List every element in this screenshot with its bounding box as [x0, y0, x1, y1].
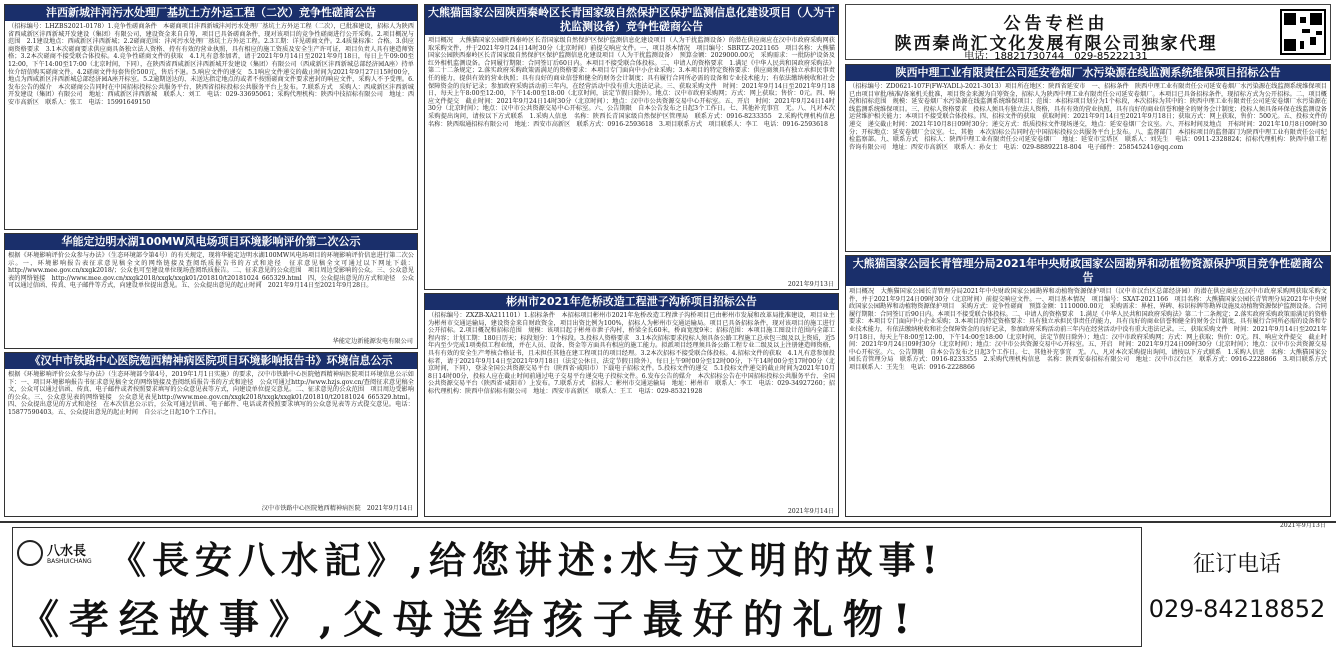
logo-subtitle: BASHUICHANG: [47, 558, 92, 565]
ad-slogan-2: 《孝经故事》,父母送给孩子最好的礼物!: [19, 596, 921, 643]
notice-date: 2021年9月14日: [787, 508, 834, 515]
notice-date: 2021年9月13日: [1279, 522, 1326, 529]
subscription-box: [1148, 527, 1326, 647]
notice-body: （招标编号：ZXZB-XA211101）1.招标条件 本招标项目彬州市2021年危桥改造工程泄子沟桥项目已由彬州市发展和改革局批准建设，项目业主为彬州市交通运输局，建设资金来自财政资金，项目出资比例为100%，招标人为彬州市交通运输局。项目已具备招标条件，现对该项目的施工进行公开招标。2.项目概况和招标范围 规模：该项目起于彬州市泄子沟村，桥梁全长60米，桥面宽度9米；招标范围：本项目施工图设计范围内全部工程内容；计划工期：180日历天；标段划分：1个标段。3.投标人资格要求 3.1本次招标要求投标人须具备公路工程施工总承包三级及以上资质，近5年内至少完成1项类似工程业绩，并在人员、设备、资金等方面具有相应的施工能力。拟派项目经理须具备公路工程专业二级及以上注册建造师资格，具有有效的安全生产考核合格证书，且未担任其他在建工程项目的项目经理。3.2本次招标不接受联合体投标。4.招标文件的获取 4.1凡有意参加投标者，请于2021年9月14日至2021年9月18日（法定公休日、法定节假日除外），每日上午9时00分至12时00分，下午14时00分至17时00分（北京时间，下同），登录全国公共资源交易平台（陕西省·咸阳市）下载电子招标文件。5.投标文件的递交 5.1投标文件递交的截止时间为2021年10月8日14时00分，投标人应在截止时间前通过电子交易平台递交电子投标文件。6.发布公告的媒介 本次招标公告在中国招标投标公共服务平台、全国公共资源交易平台（陕西省·咸阳市）上发布。7.联系方式 招标人：彬州市交通运输局 地址：彬州市 联系人：李工 电话：029-34927260；招标代理机构：陕西中信招标有限公司 地址：西安市高新区 联系人：王工 电话：029-85321928: [428, 312, 835, 395]
header-phone: 电话：18821730744 029-85222131: [964, 51, 1148, 62]
notice-body: 根据《环境影响评价公众参与办法》（生态环境部令第4号，2019年1月1日实施）的要求，汉中市铁路中心医院勉西精神病医院项目环境信息公示如下：一、项目环境影响报告书征求意见稿全文的网络链接及查阅纸质报告书的方式和途径 公众可通过http://www.hzjs.gov.cn/查阅征求意见稿全文，公众可以通过信函、传真、电子邮件或者按照要求填写的公众意见表等方式，向建设单位提交意见。二、征求意见的公众范围 项目周边受影响的公众。三、公众意见表的网络链接 公众意见表见http://www.mee.gov.cn/xxgk2018/xxgk/xxgk01/201810/t20181024_665329.html。四、公众提出意见的方式和途径 在本次信息公示后，公众可通过信函、电子邮件、电话或者按照要求填写的公众意见表等方式提交意见。电话：15877590403。五、公众提出意见的起止时间 自公示之日起10个工作日。: [8, 371, 414, 416]
column-right: [845, 64, 1334, 529]
notice-body: 根据《环境影响评价公众参与办法》（生态环境部令第4号）的有关规定，现将华能定边明水湖100MW风电场项目的环境影响评价信息进行第二次公示。一、环境影响报告表征求意见稿全文的网络链接及查阅纸质报告书的方式和途径 征求意见稿全文可通过以下网址下载：http://www.mee.gov.cn/xxgk2018/；公众也可至建设单位现场查阅纸质报告。二、征求意见的公众范围 项目周边受影响的公众。三、公众意见表的网络链接 http://www.mee.gov.cn/xxgk2018/xxgk/xxgk01/201810/t20181024_665329.html 四、公众提出意见的方式和途径 公众可以通过信函、传真、电子邮件等方式，向建设单位提出意见。五、公众提出意见的起止时间 2021年9月14日至2021年9月28日。: [8, 252, 414, 290]
logo-name: 八水長: [47, 544, 87, 559]
header-title: 公告专栏由: [1003, 14, 1109, 34]
notice-title: 沣西新城沣河污水处理厂基坑土方外运工程（二次）竞争性磋商公告: [5, 5, 417, 21]
notice-title: 彬州市2021年危桥改造工程泄子沟桥项目招标公告: [425, 294, 838, 310]
brand-logo: [17, 534, 107, 584]
notice-date: 2021年9月13日: [787, 281, 834, 288]
notice-panda-monitoring: [424, 4, 842, 290]
notice-body: 项目概况 大熊猫国家公园陕西秦岭区长青国家级自然保护区保护监测信息化建设项目（人为干扰监测设备）的潜在供应商应在汉中市政府采购网获取采购文件，并于2021年9月24日14时30分（北京时间）前提交响应文件。一、项目基本情况 项目编号：SBRTZ-2021165 项目名称：大熊猫国家公园陕西秦岭区长青国家级自然保护区保护监测信息化建设项目（人为干扰监测设备） 预算金额：2029000.00元 采购需求：一批防护设备及红外相机监测设备。合同履行期限：合同签订后60日内。本项目不接受联合体投标。二、申请人的资格要求 1.满足《中华人民共和国政府采购法》第二十二条规定；2.落实政府采购政策需满足的资格要求：本项目专门面向中小企业采购；3.本项目的特定资格要求：供应商须具有独立承担民事责任的能力，提供有效的营业执照；具有良好的商业信誉和健全的财务会计制度；具有履行合同所必需的设备和专业技术能力；有依法缴纳税收和社会保障资金的良好记录；参加政府采购活动前三年内，在经营活动中没有重大违法记录。三、获取采购文件 时间：2021年9月14日至2021年9月18日，每天上午8:00至12:00，下午14:00至18:00（北京时间，法定节假日除外）。地点：汉中市政府采购网；方式：网上获取；售价：0元。四、响应文件提交 截止时间：2021年9月24日14时30分（北京时间）；地点：汉中市公共资源交易中心开标室。五、开启 时间：2021年9月24日14时30分（北京时间）；地点：汉中市公共资源交易中心开标室。六、公告期限 自本公告发布之日起3个工作日。七、其他补充事宜 无。八、凡对本次采购提出询问，请按以下方式联系 1.采购人信息 名称：陕西长青国家级自然保护区管理局 联系方式：0916-8233355 2.采购代理机构信息 名称：陕西瑞通招标有限公司 地址：西安市高新区 联系方式：0916-2593618 3.项目联系方式 项目联系人：李工 电话：0916-2593618: [428, 37, 842, 128]
notice-body: （招标编号：LHZBS2021-0178）1.竞争性磋商条件 本磋商项目沣西新城沣河污水处理厂基坑土方外运工程（二次），已批准建设，招标人为陕西省西咸新区沣西新城开发建设（集团）有限公司，建设资金来自自筹，项目已具备磋商条件，现对该项目的竞争性磋商进行公开采购。2.项目概况与范围 2.1建设地点：西咸新区沣西新城；2.2磋商范围：沣河污水处理厂基坑土方外运工程。2.3工期：详见磋商文件。2.4质量标准：合格。3.供应商资格要求 3.1本次磋商要求供应商具备独立法人资格、持有有效的营业执照，具有相应的施工资质及安全生产许可证，项目负责人具有建造师资格；3.2本次磋商不接受联合体投标。4.竞争性磋商文件的获取 4.1凡有意参加者，请于2021年9月14日至2021年9月18日，每日上午09:00至12:00，下午14:00至17:00（北京时间，下同），在陕西省西咸新区沣西新城开发建设（集团）有限公司（西咸新区沣西新城总部经济园A座）持单位介绍信购买磋商文件。4.2磋商文件每套售价500元，售后不退。5.响应文件的递交 5.1响应文件递交的截止时间为2021年9月27日15时00分，地点为西咸新区沣西新城总部经济园A座开标室。5.2逾期送达的、未送达指定地点的或者不按照磋商文件要求密封的响应文件，采购人不予受理。6.发布公告的媒介 本次磋商公告同时在中国招标投标公共服务平台、陕西省招标投标公共服务平台上发布。7.联系方式 采购人：西咸新区沣西新城开发建设（集团）有限公司 地址：西咸新区沣西新城 联系人：刘工 电话：029-33695061；采购代理机构：陕西中技招标有限公司 地址：西安市高新区 联系人：张工 电话：15991649150: [8, 23, 414, 106]
subscription-phone: 029-84218852: [1148, 595, 1326, 623]
subscription-label: 征订电话: [1192, 552, 1281, 577]
ad-slogan-1: 《長安八水記》,给您讲述:水与文明的故事!: [109, 538, 944, 582]
notice-sewage-plant: [4, 4, 418, 230]
logo-icon: [17, 540, 43, 566]
column-middle: [424, 4, 842, 518]
notice-wind-farm: [4, 233, 418, 349]
notice-body: 项目概况 大熊猫国家公园长青管理分局2021年中央财政国家公园勘界和动植物资源保护项目（汉中市汉台区总部经济园）的潜在供应商应在汉中市政府采购网获取采购文件，并于2021年9月24日09时30分（北京时间）前提交响应文件。一、项目基本情况 项目编号：SXAT-2021166 项目名称：大熊猫国家公园长青管理分局2021年中央财政国家公园勘界和动植物资源保护项目 采购方式：竞争性磋商 预算金额：1110000.00元 采购需求：界桩、界碑、标识标牌等勘界设施及动植物资源保护监测设备。合同履行期限：合同签订后90日内。本项目不接受联合体投标。二、申请人的资格要求 1.满足《中华人民共和国政府采购法》第二十二条规定；2.落实政府采购政策需满足的资格要求：本项目专门面向中小企业采购；3.本项目的特定资格要求：具有独立承担民事责任的能力，具有良好的商业信誉和健全的财务会计制度，具有履行合同所必需的设备和专业技术能力，有依法缴纳税收和社会保障资金的良好记录，参加政府采购活动前三年内在经营活动中没有重大违法记录。三、获取采购文件 时间：2021年9月14日至2021年9月18日，每天上午8:00至12:00，下午14:00至18:00（北京时间，法定节假日除外）；地点：汉中市政府采购网；方式：网上获取；售价：0元。四、响应文件提交 截止时间：2021年9月24日09时30分（北京时间）；地点：汉中市公共资源交易中心开标室。五、开启 时间：2021年9月24日09时30分（北京时间）；地点：汉中市公共资源交易中心开标室。六、公告期限 自本公告发布之日起3个工作日。七、其他补充事宜 无。八、凡对本次采购提出询问，请按以下方式联系 1.采购人信息 名称：大熊猫国家公园长青管理分局 联系方式：0916-8233355 2.采购代理机构信息 名称：陕西安泰招标有限公司 地址：汉中市汉台区 联系方式：0916-2228866 3.项目联系方式 项目联系人：王先生 电话：0916-2228866: [849, 288, 1334, 371]
notice-bridge: [424, 293, 839, 517]
notice-title: 大熊猫国家公园长青管理分局2021年中央财政国家公园勘界和动植物资源保护项目竞争性磋商公告: [846, 256, 1330, 286]
notice-title: 大熊猫国家公园陕西秦岭区长青国家级自然保护区保护监测信息化建设项目（人为干扰监测设备）竞争性磋商公告: [425, 5, 838, 35]
notice-title: 华能定边明水湖100MW风电场项目环境影响评价第二次公示: [5, 234, 417, 250]
notice-title: 《汉中市铁路中心医院勉西精神病医院项目环境影响报告书》环境信息公示: [5, 353, 417, 369]
notice-panda-boundary: [845, 255, 1334, 529]
qr-code-icon: [1280, 9, 1326, 55]
book-advertisement: [0, 521, 1336, 649]
header-agent: 陕西秦尚汇文化发展有限公司独家代理: [894, 34, 1218, 54]
column-agent-header: [845, 4, 1331, 60]
notice-cigarette-factory: [845, 64, 1331, 252]
column-left: [4, 4, 418, 518]
notice-signature: 汉中市铁路中心医院勉西精神病医院 2021年9月14日: [261, 505, 413, 512]
notice-hospital: [4, 352, 418, 517]
notice-title: 陕西中理工业有限责任公司延安卷烟厂水污染源在线监测系统维保项目招标公告: [846, 65, 1330, 81]
notice-signature: 华能定边新能源发电有限公司: [332, 338, 413, 345]
notice-body: （招标编号：ZD0621-107F(FW-YADL)-2021-3013）项目所在地区：陕西省延安市 一、招标条件 陕西中理工业有限责任公司延安卷烟厂水污染源在线监测系统维保项目已由项目审批/核准/备案机关批准，项目资金来源为自筹资金，招标人为陕西中理工业有限责任公司延安卷烟厂。本项目已具备招标条件，现招标方式为公开招标。二、项目概况和招标范围 规模：延安卷烟厂水污染源在线监测系统维保项目；范围：本招标项目划分为1个标段，本次招标为其中的：陕西中理工业有限责任公司延安卷烟厂水污染源在线监测系统维保项目。三、投标人资格要求 投标人须具有独立法人资格，具有有效的营业执照，具有良好的商业信誉和健全的财务会计制度；投标人须具备环保在线监测设备运营维护相关能力；本项目不接受联合体投标。四、招标文件的获取 获取时间：2021年9月14日至2021年9月18日；获取方式：网上获取，售价：500元。五、投标文件的递交 递交截止时间：2021年10月8日09时30分；递交方式：纸质投标文件现场递交，地点：延安卷烟厂会议室。六、开标时间及地点 开标时间：2021年10月8日09时30分；开标地点：延安卷烟厂会议室。七、其他 本次招标公告同时在中国招标投标公共服务平台上发布。八、监督部门 本招标项目的监督部门为陕西中理工业有限责任公司纪检监察部。九、联系方式 招标人：陕西中理工业有限责任公司延安卷烟厂 地址：延安市宝塔区 联系人：刘先生 电话：0911-2328824；招标代理机构：陕西中鼎工程咨询有限公司 地址：西安市高新区 联系人：孙女士 电话：029-88892218-804 电子邮件：258545241@qq.com: [849, 83, 1327, 151]
ad-slogans: [12, 527, 1142, 647]
